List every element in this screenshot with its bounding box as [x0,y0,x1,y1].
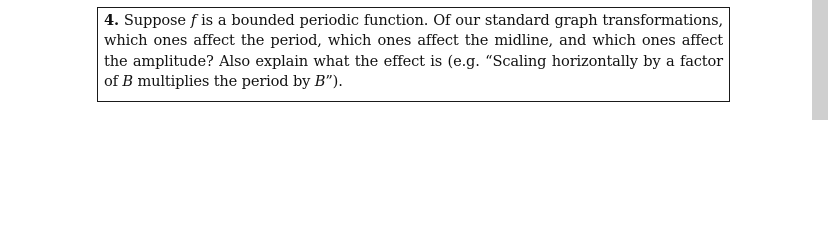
problem-number: 4. [104,12,119,29]
variable-f: f [190,12,197,29]
variable-b: B [314,73,326,91]
scrollbar-gutter [812,0,828,120]
problem-text-part-4: ”). [325,73,343,91]
problem-text-part-2: is a bounded periodic function. Of our standard graph transformations, which ones affect the period, which ones affect the midline, and which ones affect the amplitude? Also explain what the effect is (e.g. “Scaling horizontally by a factor of [104,12,724,91]
problem-text-part-3: multiplies the period by [137,73,311,91]
variable-b: B [122,73,133,91]
problem-text-part-1: Suppose [123,12,186,29]
problem-box [97,7,730,102]
